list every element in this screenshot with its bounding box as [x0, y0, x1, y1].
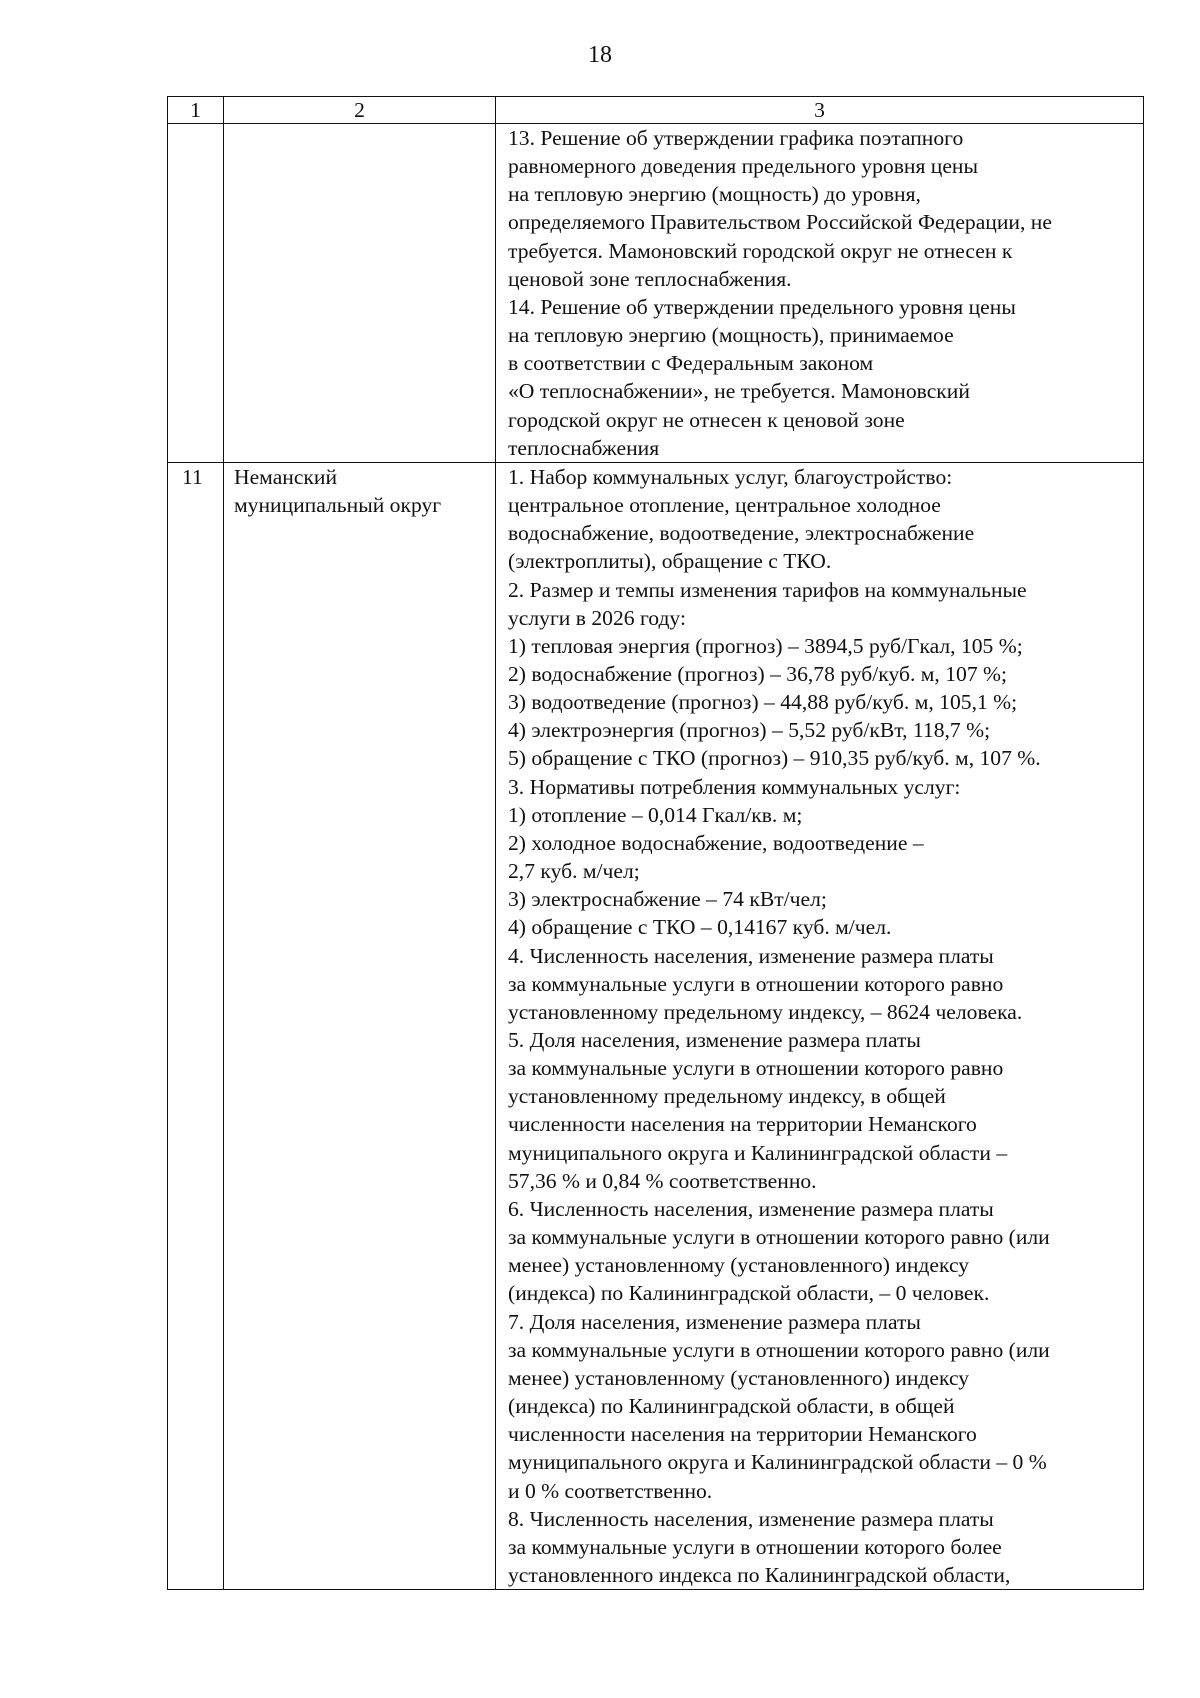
text-line: и 0 % соответственно.	[508, 1478, 713, 1503]
text-line: менее) установленному (установленного) индексу	[508, 1365, 970, 1390]
text-line: муниципального округа и Калининградской области –	[508, 1140, 1008, 1165]
text-line: установленному предельному индексу, – 8624 человека.	[508, 999, 1023, 1024]
text-line: за коммунальные услуги в отношении которого равно	[508, 971, 1004, 996]
text-line: определяемого Правительством Российской Федерации, не	[508, 210, 1052, 235]
text-line: услуги в 2026 году:	[508, 605, 686, 630]
text-line: 3. Нормативы потребления коммунальных услуг:	[508, 774, 961, 799]
text-line: (электроплиты), обращение с ТКО.	[508, 549, 832, 574]
text-line: (индекса) по Калининградской области, – 0 человек.	[508, 1281, 990, 1306]
text-line: городской округ не отнесен к ценовой зоне	[508, 407, 905, 432]
text-line: на тепловую энергию (мощность), принимаемое	[508, 323, 954, 348]
table-row-continuation	[168, 124, 1144, 463]
text-line: 57,36 % и 0,84 % соответственно.	[508, 1168, 817, 1193]
text-line: 2) водоснабжение (прогноз) – 36,78 руб/куб. м, 107 %;	[508, 661, 1007, 686]
text-line: в соответствии с Федеральным законом	[508, 351, 874, 376]
column-header-1: 1	[168, 97, 224, 124]
text-line: установленному предельному индексу, в общей	[508, 1084, 946, 1109]
text-line: 2,7 куб. м/чел;	[508, 859, 640, 884]
page-number: 18	[588, 42, 612, 68]
text-line: за коммунальные услуги в отношении которого равно	[508, 1056, 1004, 1081]
text-line: установленного индекса по Калининградской области,	[508, 1562, 1011, 1587]
table-row-11	[168, 462, 1144, 1589]
text-line: 4) обращение с ТКО – 0,14167 куб. м/чел.	[508, 915, 892, 940]
tariff-table	[167, 96, 1144, 1590]
text-line: 6. Численность населения, изменение размера платы	[508, 1196, 994, 1221]
text-line: 4. Численность населения, изменение размера платы	[508, 943, 994, 968]
text-line: 1) отопление – 0,014 Гкал/кв. м;	[508, 802, 803, 827]
text-line: (индекса) по Калининградской области, в общей	[508, 1394, 955, 1419]
text-line: численности населения на территории Неманского	[508, 1112, 977, 1137]
text-line: муниципального округа и Калининградской области – 0 %	[508, 1450, 1047, 1475]
text-line: центральное отопление, центральное холодное	[508, 493, 941, 518]
text-line: 5. Доля населения, изменение размера платы	[508, 1028, 921, 1052]
text-line: 2. Размер и темпы изменения тарифов на коммунальные	[508, 577, 1027, 602]
municipality-name-cell	[224, 124, 496, 463]
text-line: равномерного доведения предельного уровня цены	[508, 154, 978, 179]
text-line: 13. Решение об утверждении графика поэтапного	[508, 126, 964, 150]
text-line: 5) обращение с ТКО (прогноз) – 910,35 руб/куб. м, 107 %.	[508, 746, 1041, 771]
text-line: водоснабжение, водоотведение, электроснабжение	[508, 521, 975, 546]
text-line: 3) электроснабжение – 74 кВт/чел;	[508, 887, 827, 912]
text-line: 1) тепловая энергия (прогноз) – 3894,5 руб/Гкал, 105 %;	[508, 633, 1023, 658]
text-line: ценовой зоне теплоснабжения.	[508, 266, 792, 291]
text-line: требуется. Мамоновский городской округ не отнесен к	[508, 238, 1013, 263]
text-line: «О теплоснабжении», не требуется. Мамоновский	[508, 379, 970, 404]
column-header-2: 2	[224, 97, 496, 124]
text-line: Неманский	[234, 464, 338, 489]
text-line: за коммунальные услуги в отношении которого равно (или	[508, 1337, 1050, 1362]
text-line: 2) холодное водоснабжение, водоотведение –	[508, 830, 924, 855]
row-content-cell	[496, 462, 1144, 1589]
text-line: менее) установленному (установленного) индексу	[508, 1253, 970, 1278]
text-line: 4) электроэнергия (прогноз) – 5,52 руб/кВт, 118,7 %;	[508, 718, 991, 743]
row-number-cell	[168, 124, 224, 463]
text-line: численности населения на территории Неманского	[508, 1422, 977, 1447]
text-line: 14. Решение об утверждении предельного уровня цены	[508, 294, 1016, 319]
text-line: за коммунальные услуги в отношении которого более	[508, 1534, 1002, 1559]
municipality-name-cell	[224, 462, 496, 1589]
row-number-cell: 11	[168, 462, 224, 1589]
text-line: 3) водоотведение (прогноз) – 44,88 руб/куб. м, 105,1 %;	[508, 690, 1018, 715]
row-content-cell	[496, 124, 1144, 463]
table-header-row	[168, 97, 1144, 124]
text-line: за коммунальные услуги в отношении которого равно (или	[508, 1225, 1050, 1250]
text-line: муниципальный округ	[234, 493, 442, 518]
text-line: 1. Набор коммунальных услуг, благоустройство:	[508, 464, 953, 489]
column-header-3: 3	[496, 97, 1144, 124]
text-line: 7. Доля населения, изменение размера платы	[508, 1309, 921, 1334]
text-line: теплоснабжения	[508, 435, 660, 460]
text-line: 8. Численность населения, изменение размера платы	[508, 1506, 994, 1531]
text-line: на тепловую энергию (мощность) до уровня,	[508, 182, 921, 207]
